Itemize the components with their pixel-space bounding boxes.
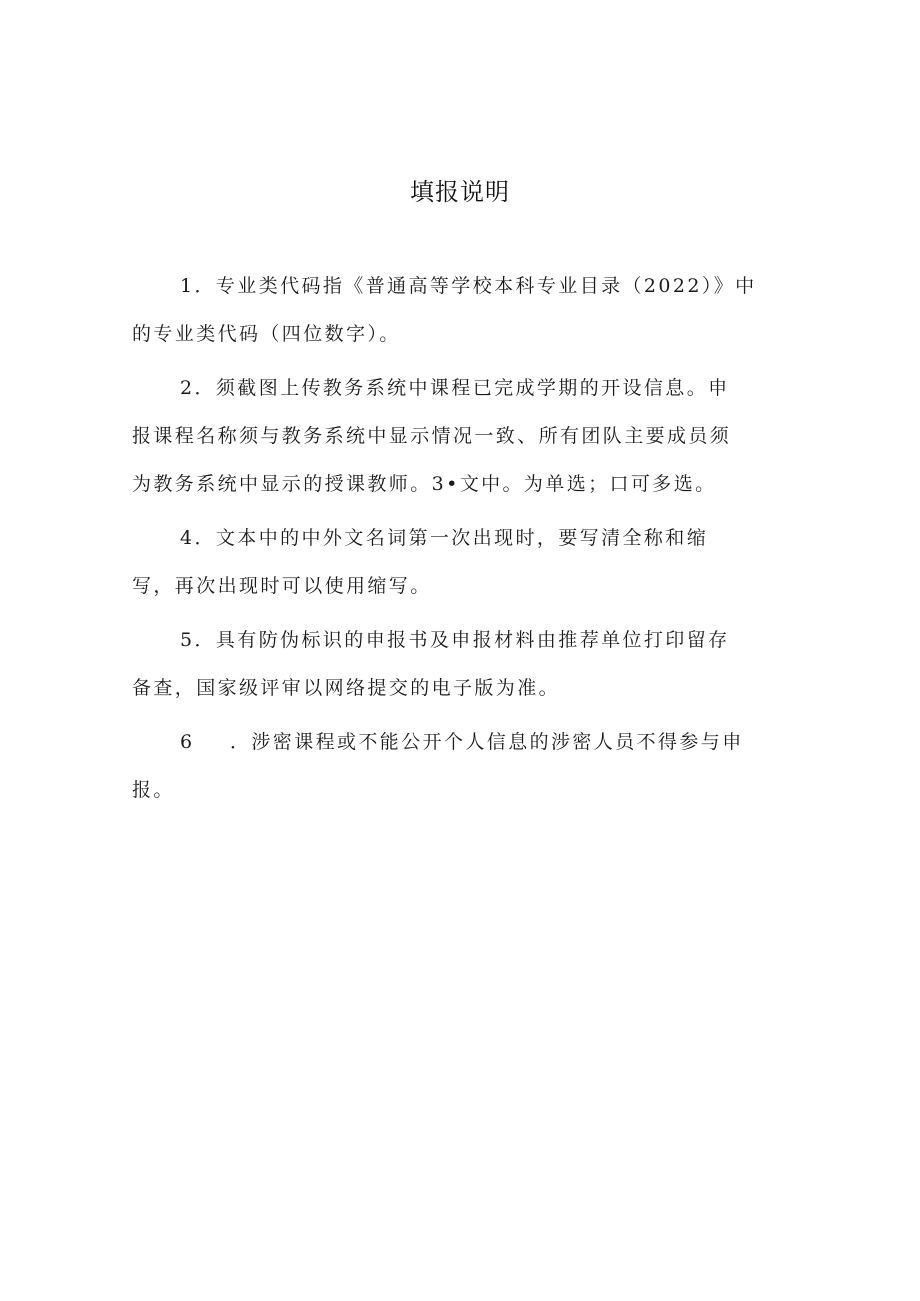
instruction-item-4 [132, 514, 792, 610]
instruction-item-1 [132, 262, 792, 358]
item-number: 6 [180, 731, 195, 753]
instruction-item-2 [132, 364, 792, 508]
instruction-line: 为教务系统中显示的授课教师。3•文中。为单选；口可多选。 [132, 473, 717, 495]
page-title: 填报说明 [410, 178, 510, 206]
instruction-item-6 [132, 718, 792, 814]
instruction-line: 备查，国家级评审以网络提交的电子版为准。 [132, 677, 561, 699]
instruction-line: 5．具有防伪标识的申报书及申报材料由推荐单位打印留存 [180, 629, 730, 651]
instruction-item-5 [132, 616, 792, 712]
instruction-text: ．涉密课程或不能公开个人信息的涉密人员不得参与申 [230, 731, 744, 753]
instruction-line: 1．专业类代码指《普通高等学校本科专业目录（2022）》中 [180, 275, 757, 297]
instruction-line: 2．须截图上传教务系统中课程已完成学期的开设信息。申 [180, 377, 730, 399]
instructions-body [132, 262, 792, 814]
instruction-line-first [132, 718, 792, 766]
instruction-line: 写，再次出现时可以使用缩写。 [132, 575, 432, 597]
instruction-line: 的专业类代码（四位数字）。 [132, 323, 401, 345]
instruction-line: 报。 [132, 779, 175, 801]
instruction-line: 报课程名称须与教务系统中显示情况一致、所有团队主要成员须 [132, 425, 732, 447]
instruction-line: 4．文本中的中外文名词第一次出现时，要写清全称和缩 [180, 527, 709, 549]
